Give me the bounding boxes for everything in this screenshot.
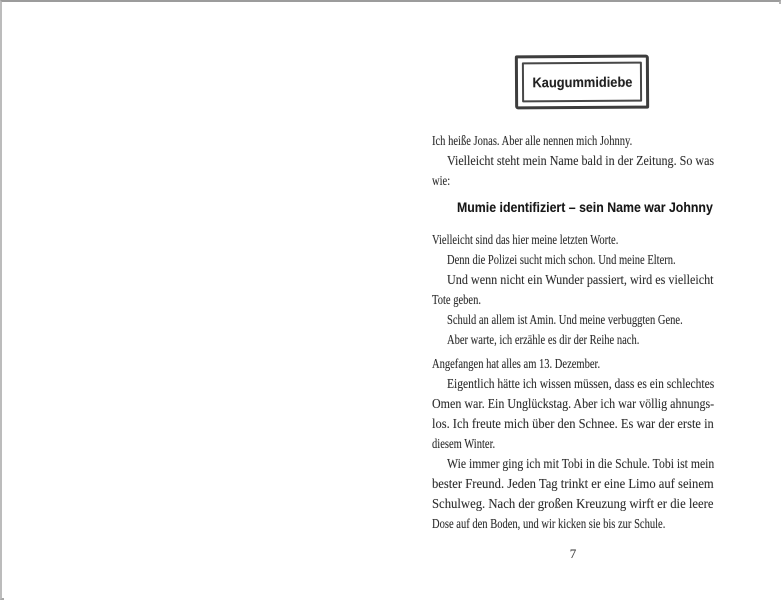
text-line: Und wenn nicht ein Wunder passiert, wird es vielleicht <box>447 272 714 287</box>
text-line: bester Freund. Jeden Tag trinkt er eine Limo auf seinem <box>432 476 714 491</box>
newspaper-headline: Mumie identifiziert – sein Name war Johnny <box>456 200 713 215</box>
chapter-title: Kaugummidiebe <box>531 73 633 91</box>
text-line: Vielleicht steht mein Name bald in der Zeitung. So was <box>447 153 715 168</box>
text-line: Denn die Polizei sucht mich schon. Und meine Eltern. <box>447 252 676 267</box>
text-line: Eigentlich hätte ich wissen müssen, dass es ein schlechtes <box>447 376 715 391</box>
text-line: Angefangen hat alles am 13. Dezember. <box>432 356 601 371</box>
text-line: diesem Winter. <box>432 436 496 451</box>
left-page-blank <box>4 4 392 600</box>
text-lines-container <box>432 131 714 534</box>
text-line: Wie immer ging ich mit Tobi in die Schule. Tobi ist mein <box>447 456 715 471</box>
body-text-column <box>432 131 714 564</box>
text-line: Ich heiße Jonas. Aber alle nennen mich Johnny. <box>432 133 633 148</box>
chapter-title-box-inner <box>522 62 642 103</box>
text-line: Tote geben. <box>432 292 481 307</box>
text-line: Schuld an allem ist Amin. Und meine verbuggten Gene. <box>447 312 683 327</box>
text-line: Schulweg. Nach der großen Kreuzung wirft er die leere <box>432 496 714 511</box>
page-number: 7 <box>569 546 577 561</box>
text-line: Omen war. Ein Unglückstag. Aber ich war völlig ahnungs- <box>432 396 715 411</box>
text-line: Dose auf den Boden, und wir kicken sie bis zur Schule. <box>432 516 666 531</box>
text-line: Aber warte, ich erzähle es dir der Reihe nach. <box>447 332 640 347</box>
chapter-title-box <box>515 55 649 110</box>
text-line: wie: <box>432 173 451 188</box>
text-line: Vielleicht sind das hier meine letzten Worte. <box>432 232 619 247</box>
text-line: los. Ich freute mich über den Schnee. Es war der erste in <box>432 416 714 431</box>
